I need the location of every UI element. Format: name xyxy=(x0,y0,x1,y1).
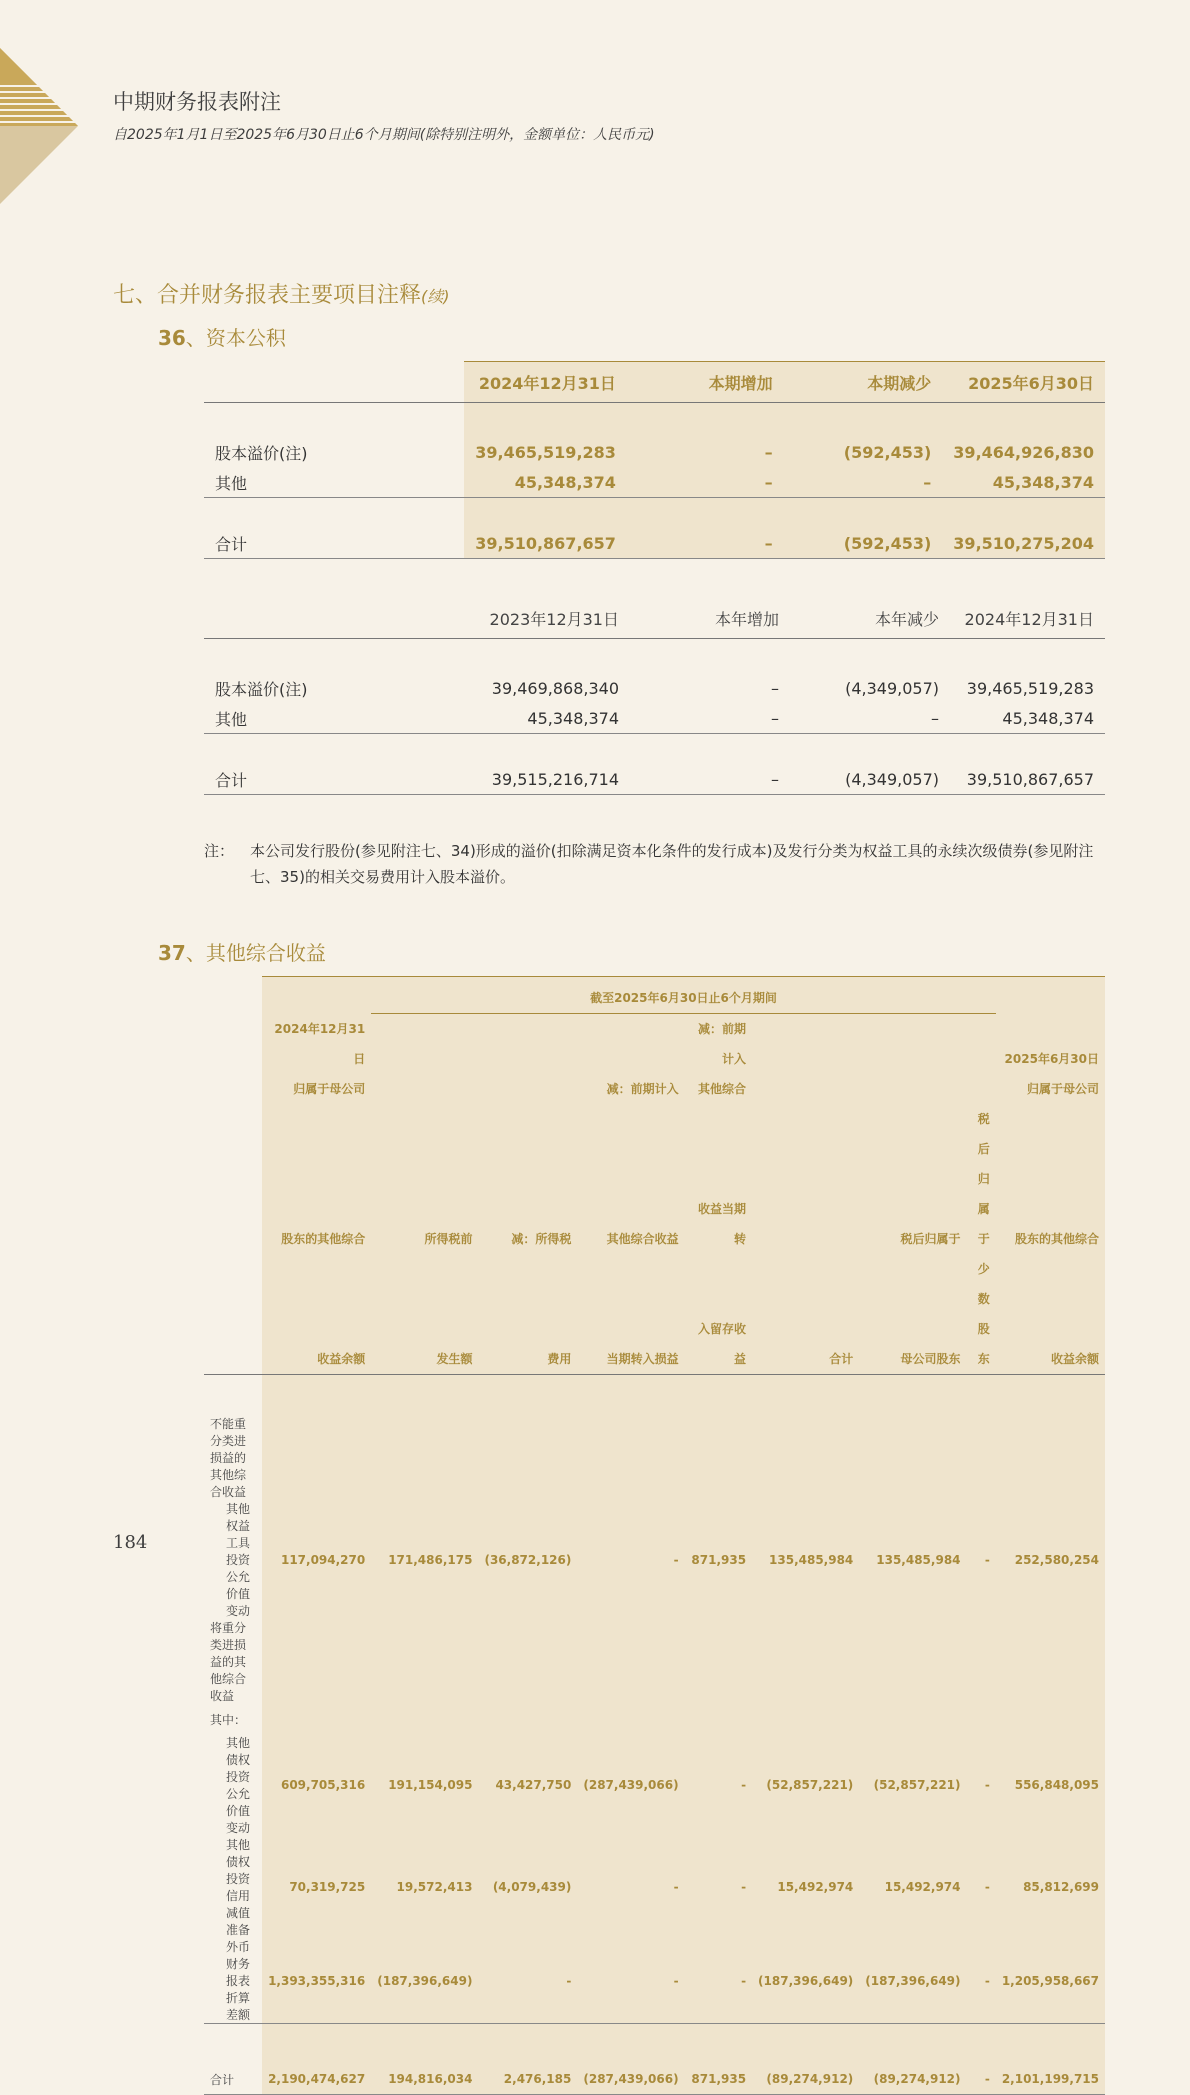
table-row xyxy=(204,437,1105,467)
cell xyxy=(478,1619,577,1704)
footnote xyxy=(204,838,1104,890)
cell xyxy=(262,1415,371,1500)
cell: 1,205,958,667 xyxy=(996,1938,1105,2024)
report-title: 中期财务报表附注 xyxy=(113,90,281,114)
cell: 135,485,984 xyxy=(859,1500,966,1619)
cell: 2,190,474,627 xyxy=(262,2064,371,2095)
col-header xyxy=(371,1074,478,1104)
col-header: 归属于母公司 xyxy=(262,1074,371,1104)
cell: 45,348,374 xyxy=(464,467,627,498)
cell: 191,154,095 xyxy=(371,1734,478,1836)
cell xyxy=(996,1619,1105,1704)
total-row xyxy=(204,2064,1105,2095)
cell: 609,705,316 xyxy=(262,1734,371,1836)
cell: - xyxy=(577,1500,684,1619)
cell: (89,274,912) xyxy=(752,2064,859,2095)
cell: 39,510,867,657 xyxy=(950,764,1105,795)
cell: 39,464,926,830 xyxy=(942,437,1105,467)
col-header: 2024年12月31日 xyxy=(950,598,1105,639)
cell xyxy=(577,1704,684,1734)
row-label: 股本溢价(注) xyxy=(215,679,308,699)
cell: 2,476,185 xyxy=(478,2064,577,2095)
col-header: 收益余额 xyxy=(996,1254,1105,1375)
cell: 15,492,974 xyxy=(859,1836,966,1938)
cell xyxy=(967,1619,996,1704)
col-header: 少数股东 xyxy=(967,1254,996,1375)
cell xyxy=(262,1619,371,1704)
cell: 39,515,216,714 xyxy=(470,764,630,795)
cell: - xyxy=(685,1938,752,2024)
cell: - xyxy=(577,1836,684,1938)
capital-reserve-current-table xyxy=(204,361,1105,559)
table-row xyxy=(204,1938,1105,2024)
col-header xyxy=(859,1014,966,1075)
table-row xyxy=(204,1836,1105,1938)
cell: – xyxy=(627,528,784,559)
oci-table xyxy=(204,976,1105,2095)
subsection-36-title xyxy=(158,322,286,351)
row-label: 其他权益工具投资公允价值变动 xyxy=(226,1502,251,1618)
col-header: 本期减少 xyxy=(784,362,943,403)
col-header xyxy=(752,1014,859,1075)
col-header: 2024年12月31日 xyxy=(262,1014,371,1075)
col-header: 其他综合收益 xyxy=(577,1104,684,1254)
period-header: 截至2025年6月30日止6个月期间 xyxy=(371,977,996,1014)
cell: - xyxy=(478,1938,577,2024)
cell: (52,857,221) xyxy=(752,1734,859,1836)
cell xyxy=(752,1704,859,1734)
cell xyxy=(262,1704,371,1734)
cell: (287,439,066) xyxy=(577,2064,684,2095)
col-header: 本年减少 xyxy=(790,598,950,639)
cell xyxy=(685,1415,752,1500)
row-label: 外币财务报表折算差额 xyxy=(204,1938,262,2024)
cell: 39,510,275,204 xyxy=(942,528,1105,559)
col-header: 税后归属于 xyxy=(967,1104,996,1254)
cell: (287,439,066) xyxy=(577,1734,684,1836)
cell: (4,349,057) xyxy=(845,678,939,698)
cell: 15,492,974 xyxy=(752,1836,859,1938)
cell: 43,427,750 xyxy=(478,1734,577,1836)
cell: 135,485,984 xyxy=(752,1500,859,1619)
cell: - xyxy=(685,1734,752,1836)
cell: – xyxy=(784,467,943,498)
col-header: 收益余额 xyxy=(262,1254,371,1375)
cell: (187,396,649) xyxy=(371,1938,478,2024)
table-row xyxy=(204,1704,1105,1734)
table-row xyxy=(204,1734,1105,1836)
footnote-text: 本公司发行股份(参见附注七、34)形成的溢价(扣除满足资本化条件的发行成本)及发行分类为权益工具的永续次级债券(参见附注七、35)的相关交易费用计入股本溢价。 xyxy=(250,842,1094,886)
cell xyxy=(859,1415,966,1500)
col-header: 当期转入损益 xyxy=(577,1254,684,1375)
subsection-36-number: 36 xyxy=(158,326,186,350)
row-label: 其中： xyxy=(210,1712,247,1727)
cell: (36,872,126) xyxy=(478,1500,577,1619)
table-row xyxy=(204,673,1105,703)
cell: 45,348,374 xyxy=(470,703,630,734)
cell: (187,396,649) xyxy=(859,1938,966,2024)
cell: 556,848,095 xyxy=(996,1734,1105,1836)
col-header xyxy=(752,1104,859,1254)
table-row xyxy=(204,1500,1105,1619)
col-header: 2025年6月30日 xyxy=(942,362,1105,403)
cell: 39,465,519,283 xyxy=(464,437,627,467)
cell: 252,580,254 xyxy=(996,1500,1105,1619)
cell: (52,857,221) xyxy=(859,1734,966,1836)
cell: 70,319,725 xyxy=(262,1836,371,1938)
col-header: 费用 xyxy=(478,1254,577,1375)
cell xyxy=(859,1704,966,1734)
row-label: 其他 xyxy=(204,467,464,498)
col-header: 发生额 xyxy=(371,1254,478,1375)
cell: 2,101,199,715 xyxy=(996,2064,1105,2095)
cell: 19,572,413 xyxy=(371,1836,478,1938)
cell xyxy=(996,1704,1105,1734)
table-row xyxy=(204,467,1105,498)
cell xyxy=(752,1415,859,1500)
cell: (89,274,912) xyxy=(859,2064,966,2095)
cell xyxy=(967,1415,996,1500)
table-row xyxy=(204,1619,1105,1704)
subsection-36-text: 、资本公积 xyxy=(185,326,286,350)
cell: 171,486,175 xyxy=(371,1500,478,1619)
cell xyxy=(996,1415,1105,1500)
col-header: 归属于母公司 xyxy=(996,1074,1105,1104)
cell: (592,453) xyxy=(784,528,943,559)
subsection-37-number: 37 xyxy=(158,941,186,965)
row-label: 其他债权投资公允价值变动 xyxy=(226,1736,251,1835)
cell: 871,935 xyxy=(685,2064,752,2095)
section-title xyxy=(113,278,450,309)
cell: – xyxy=(627,467,784,498)
table-row xyxy=(204,1415,1105,1500)
cell: 117,094,270 xyxy=(262,1500,371,1619)
row-label: 其他 xyxy=(204,703,470,734)
cell: 39,510,867,657 xyxy=(464,528,627,559)
cell xyxy=(478,1704,577,1734)
row-label: 不能重分类进损益的其他综合收益 xyxy=(210,1417,247,1499)
col-header xyxy=(967,1074,996,1104)
cell: (592,453) xyxy=(784,437,943,467)
subsection-37-title xyxy=(158,937,326,966)
cell xyxy=(371,1619,478,1704)
cell: 45,348,374 xyxy=(942,467,1105,498)
col-header xyxy=(859,1074,966,1104)
row-label: 合计 xyxy=(204,764,470,795)
col-header: 税后归属于 xyxy=(859,1104,966,1254)
col-header: 本年增加 xyxy=(630,598,790,639)
subsection-37-text: 、其他综合收益 xyxy=(185,941,326,965)
cell: - xyxy=(967,1734,996,1836)
col-header: 本期增加 xyxy=(627,362,784,403)
row-label: 将重分类进损益的其他综合收益 xyxy=(210,1621,247,1703)
cell: (187,396,649) xyxy=(752,1938,859,2024)
cell: - xyxy=(967,1836,996,1938)
col-header xyxy=(478,1074,577,1104)
cell xyxy=(685,1704,752,1734)
col-header: 减：前期计入 xyxy=(685,1014,752,1075)
cell: – xyxy=(771,678,779,698)
cell xyxy=(859,1619,966,1704)
row-label: 其他债权投资信用减值准备 xyxy=(226,1838,251,1937)
cell xyxy=(577,1619,684,1704)
total-row xyxy=(204,528,1105,559)
col-header xyxy=(478,1014,577,1075)
col-header: 2025年6月30日 xyxy=(996,1014,1105,1075)
cell: - xyxy=(685,1836,752,1938)
col-header: 入留存收益 xyxy=(685,1254,752,1375)
section-title-text: 七、合并财务报表主要项目注释 xyxy=(113,283,422,308)
row-label: 合计 xyxy=(204,528,464,559)
col-header: 2024年12月31日 xyxy=(464,362,627,403)
col-header: 减：前期计入 xyxy=(577,1074,684,1104)
cell: 39,469,868,340 xyxy=(491,678,619,698)
table-row xyxy=(204,703,1105,734)
cell: – xyxy=(627,437,784,467)
col-header: 母公司股东 xyxy=(859,1254,966,1375)
row-label: 股本溢价(注) xyxy=(215,443,308,463)
section-continued: (续) xyxy=(421,287,450,306)
col-header: 2023年12月31日 xyxy=(470,598,630,639)
col-header: 合计 xyxy=(752,1254,859,1375)
cell xyxy=(967,1704,996,1734)
corner-decoration xyxy=(0,48,80,208)
cell: 871,935 xyxy=(685,1500,752,1619)
cell: - xyxy=(967,1938,996,2024)
cell: - xyxy=(967,1500,996,1619)
cell: 194,816,034 xyxy=(371,2064,478,2095)
cell: 85,812,699 xyxy=(996,1836,1105,1938)
report-subtitle: 自2025年1月1日至2025年6月30日止6个月期间(除特别注明外，金额单位：人民币元) xyxy=(113,127,655,143)
cell: – xyxy=(790,703,950,734)
cell xyxy=(478,1415,577,1500)
row-label: 合计 xyxy=(204,2064,262,2095)
col-header: 股东的其他综合 xyxy=(262,1104,371,1254)
cell: (4,079,439) xyxy=(478,1836,577,1938)
cell: (4,349,057) xyxy=(790,764,950,795)
cell xyxy=(371,1415,478,1500)
cell: – xyxy=(630,703,790,734)
col-header: 所得税前 xyxy=(371,1104,478,1254)
cell: 45,348,374 xyxy=(950,703,1105,734)
cell xyxy=(577,1415,684,1500)
col-header xyxy=(371,1014,478,1075)
col-header xyxy=(967,1014,996,1075)
footnote-key: 注： xyxy=(204,842,235,860)
cell: - xyxy=(967,2064,996,2095)
col-header: 其他综合 xyxy=(685,1074,752,1104)
col-header: 收益当期转 xyxy=(685,1104,752,1254)
col-header xyxy=(752,1074,859,1104)
col-header: 减：所得税 xyxy=(478,1104,577,1254)
cell xyxy=(371,1704,478,1734)
cell: 1,393,355,316 xyxy=(262,1938,371,2024)
cell: - xyxy=(577,1938,684,2024)
cell: – xyxy=(630,764,790,795)
capital-reserve-prior-table xyxy=(204,598,1105,795)
cell xyxy=(752,1619,859,1704)
cell: 39,465,519,283 xyxy=(966,678,1094,698)
page-number: 184 xyxy=(113,1532,148,1553)
total-row xyxy=(204,764,1105,795)
cell xyxy=(685,1619,752,1704)
col-header xyxy=(577,1014,684,1075)
col-header: 股东的其他综合 xyxy=(996,1104,1105,1254)
